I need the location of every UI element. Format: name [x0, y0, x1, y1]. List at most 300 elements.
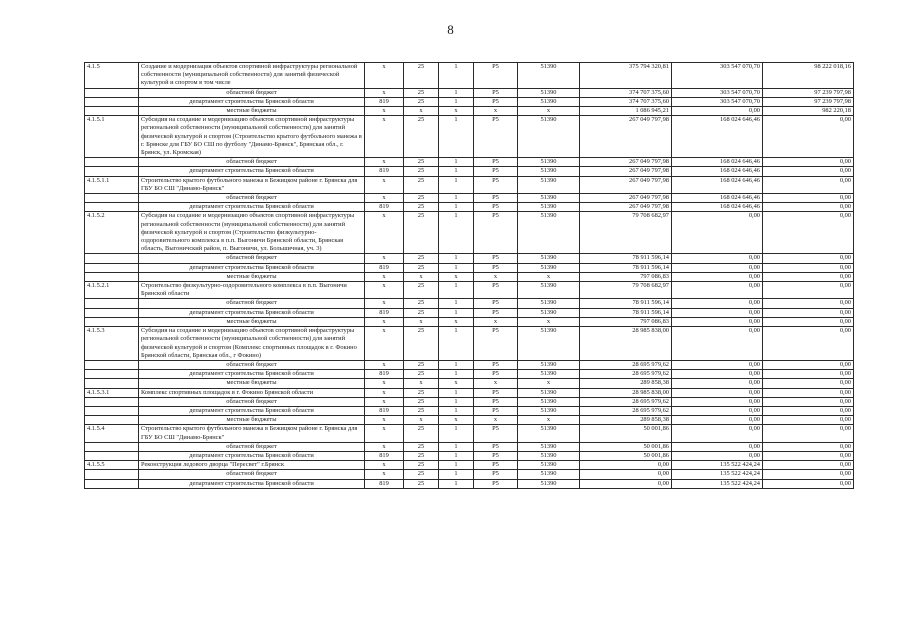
row-amount-year2-cell: 0,00 [672, 451, 763, 460]
table-row [85, 388, 854, 397]
row-code-cell [85, 254, 139, 263]
row-name-cell: местные бюджеты [139, 416, 365, 425]
row-grbs-cell: x [365, 327, 404, 361]
row-amount-year3-cell: 0,00 [763, 116, 854, 158]
row-code-cell [85, 397, 139, 406]
row-section-cell: 25 [404, 479, 439, 488]
row-code-cell [85, 308, 139, 317]
row-code-cell [85, 263, 139, 272]
row-amount-year2-cell: 0,00 [672, 370, 763, 379]
row-section-cell: 25 [404, 167, 439, 176]
row-amount-year2-cell: 135 522 424,24 [672, 461, 763, 470]
row-name-cell: областной бюджет [139, 360, 365, 369]
row-subsection-cell: 1 [439, 263, 474, 272]
row-amount-year1-cell: 797 086,83 [580, 317, 672, 326]
row-code-cell: 4.1.5.3.1 [85, 388, 139, 397]
row-expense-type-cell: 51390 [518, 308, 580, 317]
row-amount-year1-cell: 797 086,83 [580, 272, 672, 281]
row-subsection-cell: 1 [439, 308, 474, 317]
table-row [85, 442, 854, 451]
row-target-article-cell: P5 [474, 116, 518, 158]
row-section-cell: 25 [404, 282, 439, 299]
row-amount-year2-cell: 168 024 646,46 [672, 167, 763, 176]
row-section-cell: x [404, 272, 439, 281]
row-target-article-cell: P5 [474, 194, 518, 203]
row-code-cell [85, 158, 139, 167]
row-section-cell: 25 [404, 442, 439, 451]
row-expense-type-cell: 51390 [518, 425, 580, 442]
row-subsection-cell: 1 [439, 63, 474, 89]
row-section-cell: 25 [404, 158, 439, 167]
row-grbs-cell: x [365, 272, 404, 281]
row-subsection-cell: 1 [439, 254, 474, 263]
row-name-cell: департамент строительства Брянской области [139, 370, 365, 379]
row-amount-year3-cell: 0,00 [763, 406, 854, 415]
row-grbs-cell: x [365, 299, 404, 308]
row-name-cell: областной бюджет [139, 158, 365, 167]
row-name-cell: местные бюджеты [139, 107, 365, 116]
row-code-cell [85, 416, 139, 425]
row-name-cell: Строительство крытого футбольного манежа в Бежицком районе г. Брянска для ГБУ БО СШ "Динамо-Брянск" [139, 176, 365, 193]
row-amount-year3-cell: 0,00 [763, 360, 854, 369]
row-subsection-cell: 1 [439, 397, 474, 406]
row-amount-year1-cell: 267 049 797,98 [580, 203, 672, 212]
row-target-article-cell: P5 [474, 479, 518, 488]
row-amount-year1-cell: 79 708 682,97 [580, 282, 672, 299]
row-section-cell: 25 [404, 470, 439, 479]
row-amount-year1-cell: 289 858,38 [580, 416, 672, 425]
row-grbs-cell: x [365, 461, 404, 470]
row-name-cell: местные бюджеты [139, 317, 365, 326]
row-expense-type-cell: 51390 [518, 194, 580, 203]
row-name-cell: Создание и модернизация объектов спортивной инфраструктуры региональной собственности (муниципальной собственности) для занятий физической культурой и спортом в том числе [139, 63, 365, 89]
row-name-cell: Строительство физкультурно-оздоровительного комплекса в п.п. Выгоничи Брянской области [139, 282, 365, 299]
row-expense-type-cell: 51390 [518, 461, 580, 470]
row-amount-year1-cell: 374 707 375,60 [580, 88, 672, 97]
row-name-cell: департамент строительства Брянской области [139, 203, 365, 212]
table-row [85, 461, 854, 470]
row-target-article-cell: P5 [474, 397, 518, 406]
row-subsection-cell: 1 [439, 470, 474, 479]
table-row [85, 416, 854, 425]
row-amount-year3-cell: 0,00 [763, 479, 854, 488]
row-subsection-cell: 1 [439, 327, 474, 361]
row-target-article-cell: P5 [474, 167, 518, 176]
table-row [85, 360, 854, 369]
table-body [85, 63, 854, 489]
row-target-article-cell: P5 [474, 308, 518, 317]
table-row [85, 203, 854, 212]
row-target-article-cell: P5 [474, 203, 518, 212]
row-target-article-cell: P5 [474, 63, 518, 89]
row-amount-year1-cell: 78 911 596,14 [580, 299, 672, 308]
table-row [85, 97, 854, 106]
row-section-cell: 25 [404, 406, 439, 415]
row-amount-year2-cell: 0,00 [672, 107, 763, 116]
row-section-cell: 25 [404, 327, 439, 361]
row-subsection-cell: x [439, 107, 474, 116]
row-amount-year3-cell: 0,00 [763, 263, 854, 272]
row-grbs-cell: x [365, 282, 404, 299]
row-subsection-cell: 1 [439, 176, 474, 193]
row-section-cell: 25 [404, 203, 439, 212]
table-row [85, 397, 854, 406]
row-code-cell [85, 203, 139, 212]
row-target-article-cell: P5 [474, 212, 518, 254]
row-amount-year3-cell: 97 239 797,98 [763, 88, 854, 97]
row-subsection-cell: 1 [439, 360, 474, 369]
row-subsection-cell: x [439, 272, 474, 281]
row-subsection-cell: 1 [439, 158, 474, 167]
row-section-cell: 25 [404, 176, 439, 193]
row-amount-year1-cell: 28 695 979,62 [580, 397, 672, 406]
row-target-article-cell: x [474, 379, 518, 388]
row-subsection-cell: 1 [439, 88, 474, 97]
table-row [85, 317, 854, 326]
row-section-cell: 25 [404, 397, 439, 406]
row-amount-year1-cell: 28 985 838,00 [580, 327, 672, 361]
table-row [85, 425, 854, 442]
row-amount-year3-cell: 0,00 [763, 470, 854, 479]
row-amount-year2-cell: 0,00 [672, 308, 763, 317]
row-amount-year1-cell: 78 911 596,14 [580, 263, 672, 272]
row-amount-year1-cell: 28 985 838,00 [580, 388, 672, 397]
row-amount-year2-cell: 0,00 [672, 360, 763, 369]
row-code-cell [85, 360, 139, 369]
row-grbs-cell: x [365, 116, 404, 158]
row-amount-year1-cell: 79 708 682,97 [580, 212, 672, 254]
row-expense-type-cell: 51390 [518, 116, 580, 158]
row-amount-year1-cell: 267 049 797,98 [580, 116, 672, 158]
table-row [85, 282, 854, 299]
row-subsection-cell: 1 [439, 116, 474, 158]
row-code-cell [85, 97, 139, 106]
row-amount-year3-cell: 0,00 [763, 194, 854, 203]
row-subsection-cell: 1 [439, 442, 474, 451]
row-amount-year2-cell: 168 024 646,46 [672, 194, 763, 203]
row-grbs-cell: x [365, 442, 404, 451]
row-code-cell [85, 451, 139, 460]
row-expense-type-cell: 51390 [518, 88, 580, 97]
row-amount-year1-cell: 28 695 979,62 [580, 370, 672, 379]
row-subsection-cell: 1 [439, 97, 474, 106]
row-expense-type-cell: x [518, 379, 580, 388]
row-name-cell: местные бюджеты [139, 379, 365, 388]
row-subsection-cell: 1 [439, 282, 474, 299]
row-code-cell [85, 479, 139, 488]
row-section-cell: 25 [404, 97, 439, 106]
row-target-article-cell: P5 [474, 442, 518, 451]
row-amount-year3-cell: 0,00 [763, 461, 854, 470]
row-grbs-cell: x [365, 317, 404, 326]
row-section-cell: 25 [404, 388, 439, 397]
row-subsection-cell: 1 [439, 479, 474, 488]
table-row [85, 327, 854, 361]
row-target-article-cell: x [474, 416, 518, 425]
table-row [85, 88, 854, 97]
row-name-cell: областной бюджет [139, 470, 365, 479]
row-name-cell: областной бюджет [139, 299, 365, 308]
row-amount-year3-cell: 98 222 018,16 [763, 63, 854, 89]
table-row [85, 379, 854, 388]
row-amount-year2-cell: 303 547 070,70 [672, 88, 763, 97]
row-expense-type-cell: 51390 [518, 442, 580, 451]
row-section-cell: 25 [404, 299, 439, 308]
row-grbs-cell: x [365, 194, 404, 203]
row-target-article-cell: P5 [474, 388, 518, 397]
row-amount-year1-cell: 0,00 [580, 461, 672, 470]
row-subsection-cell: 1 [439, 461, 474, 470]
row-name-cell: Субсидия на создание и модернизацию объектов спортивной инфраструктуры региональной собственности (муниципальной собственности) для занятий физической культурой и спортом (Строительство крытого футбольного манежа в г. Брянске для ГБУ БО СШ по футболу "Динамо-Брянск", Брянская обл., г. Брянск, ул. Кромская) [139, 116, 365, 158]
table-row [85, 299, 854, 308]
row-amount-year3-cell: 0,00 [763, 158, 854, 167]
row-target-article-cell: P5 [474, 176, 518, 193]
row-grbs-cell: 819 [365, 451, 404, 460]
row-grbs-cell: x [365, 158, 404, 167]
row-subsection-cell: x [439, 317, 474, 326]
row-amount-year3-cell: 0,00 [763, 379, 854, 388]
row-amount-year2-cell: 168 024 646,46 [672, 158, 763, 167]
row-code-cell [85, 272, 139, 281]
row-code-cell [85, 406, 139, 415]
row-section-cell: 25 [404, 308, 439, 317]
row-amount-year2-cell: 0,00 [672, 388, 763, 397]
row-expense-type-cell: x [518, 107, 580, 116]
row-grbs-cell: 819 [365, 406, 404, 415]
row-code-cell [85, 442, 139, 451]
table-row [85, 212, 854, 254]
row-code-cell [85, 107, 139, 116]
row-section-cell: 25 [404, 88, 439, 97]
row-amount-year2-cell: 0,00 [672, 327, 763, 361]
row-grbs-cell: 819 [365, 97, 404, 106]
row-grbs-cell: x [365, 88, 404, 97]
row-section-cell: 25 [404, 370, 439, 379]
row-target-article-cell: P5 [474, 451, 518, 460]
row-grbs-cell: x [365, 425, 404, 442]
row-section-cell: 25 [404, 254, 439, 263]
table-row [85, 451, 854, 460]
row-target-article-cell: P5 [474, 299, 518, 308]
row-amount-year2-cell: 168 024 646,46 [672, 116, 763, 158]
row-target-article-cell: x [474, 272, 518, 281]
row-name-cell: департамент строительства Брянской области [139, 263, 365, 272]
row-amount-year1-cell: 267 049 797,98 [580, 167, 672, 176]
page-number: 8 [447, 22, 454, 37]
row-expense-type-cell: 51390 [518, 470, 580, 479]
row-subsection-cell: 1 [439, 299, 474, 308]
row-target-article-cell: P5 [474, 158, 518, 167]
row-grbs-cell: x [365, 416, 404, 425]
row-grbs-cell: x [365, 254, 404, 263]
row-expense-type-cell: 51390 [518, 299, 580, 308]
row-amount-year1-cell: 267 049 797,98 [580, 158, 672, 167]
row-target-article-cell: P5 [474, 360, 518, 369]
row-amount-year3-cell: 0,00 [763, 167, 854, 176]
row-code-cell: 4.1.5.1 [85, 116, 139, 158]
table-row [85, 272, 854, 281]
row-subsection-cell: 1 [439, 451, 474, 460]
row-grbs-cell: x [365, 63, 404, 89]
row-name-cell: департамент строительства Брянской области [139, 406, 365, 415]
row-section-cell: 25 [404, 461, 439, 470]
row-name-cell: департамент строительства Брянской области [139, 97, 365, 106]
row-grbs-cell: x [365, 388, 404, 397]
row-expense-type-cell: 51390 [518, 263, 580, 272]
table-row [85, 176, 854, 193]
row-target-article-cell: x [474, 317, 518, 326]
row-amount-year3-cell: 0,00 [763, 442, 854, 451]
row-name-cell: Субсидия на создание и модернизацию объектов спортивной инфраструктуры региональной собственности (муниципальной собственности) для занятий физической культурой и спортом (Комплекс спортивных площадок в г. Фокино Брянской области, Брянская обл., г Фокино) [139, 327, 365, 361]
row-code-cell [85, 379, 139, 388]
row-subsection-cell: 1 [439, 203, 474, 212]
row-section-cell: x [404, 107, 439, 116]
row-amount-year1-cell: 78 911 596,14 [580, 254, 672, 263]
row-expense-type-cell: 51390 [518, 397, 580, 406]
row-expense-type-cell: 51390 [518, 406, 580, 415]
row-grbs-cell: x [365, 176, 404, 193]
row-subsection-cell: 1 [439, 370, 474, 379]
row-section-cell: 25 [404, 116, 439, 158]
row-name-cell: департамент строительства Брянской области [139, 451, 365, 460]
row-target-article-cell: P5 [474, 470, 518, 479]
row-amount-year3-cell: 0,00 [763, 317, 854, 326]
row-target-article-cell: x [474, 107, 518, 116]
table-row [85, 107, 854, 116]
row-grbs-cell: 819 [365, 370, 404, 379]
row-section-cell: 25 [404, 263, 439, 272]
row-target-article-cell: P5 [474, 88, 518, 97]
row-amount-year2-cell: 0,00 [672, 406, 763, 415]
row-amount-year2-cell: 135 522 424,24 [672, 479, 763, 488]
row-subsection-cell: 1 [439, 212, 474, 254]
row-amount-year1-cell: 1 086 945,21 [580, 107, 672, 116]
row-name-cell: Реконструкция ледового дворца "Пересвет" г.Брянск [139, 461, 365, 470]
row-grbs-cell: x [365, 397, 404, 406]
row-grbs-cell: 819 [365, 203, 404, 212]
row-code-cell: 4.1.5.1.1 [85, 176, 139, 193]
row-code-cell [85, 317, 139, 326]
row-amount-year3-cell: 982 220,18 [763, 107, 854, 116]
row-amount-year3-cell: 0,00 [763, 397, 854, 406]
row-amount-year2-cell: 303 547 070,70 [672, 97, 763, 106]
row-grbs-cell: 819 [365, 479, 404, 488]
row-name-cell: областной бюджет [139, 442, 365, 451]
row-amount-year1-cell: 28 695 979,62 [580, 406, 672, 415]
row-expense-type-cell: 51390 [518, 203, 580, 212]
row-target-article-cell: P5 [474, 461, 518, 470]
row-amount-year2-cell: 303 547 070,70 [672, 63, 763, 89]
row-subsection-cell: x [439, 416, 474, 425]
row-amount-year2-cell: 0,00 [672, 272, 763, 281]
row-code-cell [85, 299, 139, 308]
row-amount-year2-cell: 0,00 [672, 442, 763, 451]
row-grbs-cell: x [365, 107, 404, 116]
table-row [85, 63, 854, 89]
row-expense-type-cell: 51390 [518, 282, 580, 299]
row-amount-year2-cell: 0,00 [672, 263, 763, 272]
row-amount-year3-cell: 0,00 [763, 212, 854, 254]
row-subsection-cell: 1 [439, 194, 474, 203]
row-section-cell: x [404, 317, 439, 326]
row-amount-year3-cell: 0,00 [763, 425, 854, 442]
row-target-article-cell: P5 [474, 254, 518, 263]
row-expense-type-cell: 51390 [518, 158, 580, 167]
row-expense-type-cell: 51390 [518, 63, 580, 89]
row-target-article-cell: P5 [474, 406, 518, 415]
row-section-cell: 25 [404, 63, 439, 89]
row-code-cell [85, 88, 139, 97]
row-expense-type-cell: x [518, 416, 580, 425]
row-expense-type-cell: 51390 [518, 212, 580, 254]
row-grbs-cell: 819 [365, 167, 404, 176]
row-target-article-cell: P5 [474, 97, 518, 106]
table-row [85, 406, 854, 415]
table-row [85, 479, 854, 488]
row-name-cell: Субсидия на создание и модернизацию объектов спортивной инфраструктуры региональной собственности (муниципальной собственности) для занятий физической культурой и спортом (Строительство физкультурно-оздоровительного комплекса в п.п. Выгоничи Брянской области, Брянская область, Выгоничский район, п. Выгоничи, ул. Большичная, уч. 3) [139, 212, 365, 254]
row-name-cell: департамент строительства Брянской области [139, 167, 365, 176]
row-code-cell [85, 194, 139, 203]
row-grbs-cell: x [365, 379, 404, 388]
row-amount-year3-cell: 0,00 [763, 327, 854, 361]
row-amount-year3-cell: 0,00 [763, 388, 854, 397]
row-amount-year2-cell: 0,00 [672, 212, 763, 254]
row-subsection-cell: 1 [439, 167, 474, 176]
row-amount-year2-cell: 135 522 424,24 [672, 470, 763, 479]
row-amount-year2-cell: 0,00 [672, 416, 763, 425]
table-row [85, 470, 854, 479]
row-subsection-cell: x [439, 379, 474, 388]
row-amount-year2-cell: 168 024 646,46 [672, 176, 763, 193]
row-section-cell: 25 [404, 212, 439, 254]
row-expense-type-cell: x [518, 272, 580, 281]
row-code-cell [85, 470, 139, 479]
row-code-cell: 4.1.5 [85, 63, 139, 89]
row-subsection-cell: 1 [439, 425, 474, 442]
row-section-cell: 25 [404, 194, 439, 203]
row-amount-year1-cell: 28 695 979,62 [580, 360, 672, 369]
row-section-cell: 25 [404, 425, 439, 442]
row-amount-year2-cell: 0,00 [672, 282, 763, 299]
row-amount-year1-cell: 374 707 375,60 [580, 97, 672, 106]
row-amount-year3-cell: 0,00 [763, 451, 854, 460]
row-amount-year2-cell: 0,00 [672, 317, 763, 326]
row-section-cell: 25 [404, 451, 439, 460]
row-code-cell: 4.1.5.2 [85, 212, 139, 254]
row-expense-type-cell: 51390 [518, 370, 580, 379]
row-target-article-cell: P5 [474, 282, 518, 299]
table-row [85, 167, 854, 176]
row-expense-type-cell: x [518, 317, 580, 326]
row-expense-type-cell: 51390 [518, 167, 580, 176]
row-section-cell: x [404, 416, 439, 425]
table-row [85, 194, 854, 203]
row-name-cell: Комплекс спортивных площадок в г. Фокино Брянской области [139, 388, 365, 397]
row-name-cell: местные бюджеты [139, 272, 365, 281]
row-grbs-cell: x [365, 212, 404, 254]
row-amount-year3-cell: 0,00 [763, 272, 854, 281]
row-code-cell: 4.1.5.5 [85, 461, 139, 470]
row-name-cell: областной бюджет [139, 88, 365, 97]
row-name-cell: департамент строительства Брянской области [139, 308, 365, 317]
row-target-article-cell: P5 [474, 327, 518, 361]
table-row [85, 254, 854, 263]
row-section-cell: x [404, 379, 439, 388]
row-section-cell: 25 [404, 360, 439, 369]
row-amount-year1-cell: 267 049 797,98 [580, 194, 672, 203]
row-amount-year3-cell: 0,00 [763, 308, 854, 317]
row-name-cell: областной бюджет [139, 254, 365, 263]
